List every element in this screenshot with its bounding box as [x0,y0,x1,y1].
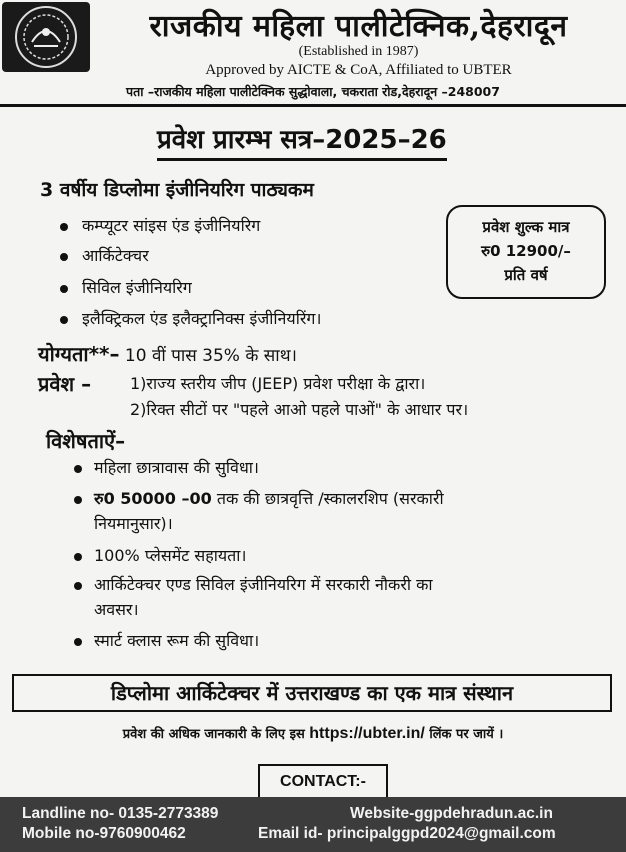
email-address[interactable]: Email id- principalggpd2024@gmail.com [258,825,556,842]
scholarship-amount: रु0 50000 –00 [94,489,212,508]
mobile-number: Mobile no-9760900462 [22,825,186,842]
courses-heading: 3 वर्षीय डिप्लोमा इंजीनियरिग पाठ्यकम [40,179,314,201]
bullet-icon [60,316,68,324]
contact-heading: CONTACT:- [258,764,388,798]
address-line: पता –राजकीय महिला पालीटेक्निक सुद्धोवाला, चकराता रोड,देहरादून –248007 [126,84,500,99]
features-heading: विशेषताऐं– [46,429,126,453]
header-divider [0,104,626,107]
feature-item: रु0 50000 –00 तक की छात्रवृत्ति /स्कालरशिप (सरकारी नियमानुसार)। [74,486,594,536]
website-link[interactable]: Website-ggpdehradun.ac.in [350,805,553,822]
feature-item: स्मार्ट क्लास रूम की सुविधा। [74,628,594,653]
bullet-icon [74,553,82,561]
fee-label: प्रवेश शुल्क मात्र [482,218,570,236]
ubter-link[interactable]: https://ubter.in/ [309,725,425,742]
fee-box [446,205,606,299]
established-year: (Established in 1987) [298,44,419,59]
course-item: कम्प्यूटर सांइस एंड इंजीनियरिग [60,214,260,236]
bullet-icon [60,253,68,261]
course-item: सिविल इंजीनियरिग [60,276,192,298]
feature-item: आर्किटेक्चर एण्ड सिविल इंजीनियरिग में सरकारी नौकरी का अवसर। [74,572,594,622]
feature-item: 100% प्लेसमेंट सहायता। [74,543,594,568]
contact-footer [0,797,626,852]
fee-period: प्रति वर्ष [504,266,548,284]
bullet-icon [74,582,82,590]
institute-name: राजकीय महिला पालीटेक्निक,देहरादून [149,9,568,44]
landline-number: Landline no- 0135-2773389 [22,805,219,822]
bullet-icon [60,285,68,293]
info-line: प्रवेश की अधिक जानकारी के लिए इस https://ubter.in/ लिंक पर जायें । [122,725,504,742]
session-title: प्रवेश प्रारम्भ सत्र–2025–26 [157,120,447,161]
emblem-icon [2,2,90,72]
admission-method-1: 1)राज्य स्तरीय जीप (JEEP) प्रवेश परीक्षा के द्वारा। [130,374,426,393]
course-item: इलैक्ट्रिकल एंड इलैक्ट्रानिक्स इंजीनियरिंग। [60,307,321,329]
feature-item: महिला छात्रावास की सुविधा। [74,455,594,480]
bullet-icon [74,465,82,473]
eligibility [38,340,297,367]
eligibility-text: 10 वीं पास 35% के साथ। [124,346,298,366]
bullet-icon [60,223,68,231]
eligibility-label: योग्यता**– [38,342,120,366]
fee-amount: रु0 12900/– [481,242,571,260]
institute-logo [2,2,90,72]
course-item: आर्किटेक्चर [60,244,149,266]
admission-label: प्रवेश – [38,372,92,396]
bullet-icon [74,496,82,504]
approval-line: Approved by AICTE & CoA, Affiliated to UBTER [205,62,512,78]
bullet-icon [74,638,82,646]
admission-method-2: 2)रिक्त सीटों पर "पहले आओ पहले पाओं" के आधार पर। [130,400,469,419]
special-note: डिप्लोमा आर्किटेक्चर में उत्तराखण्ड का एक मात्र संस्थान [12,674,612,712]
